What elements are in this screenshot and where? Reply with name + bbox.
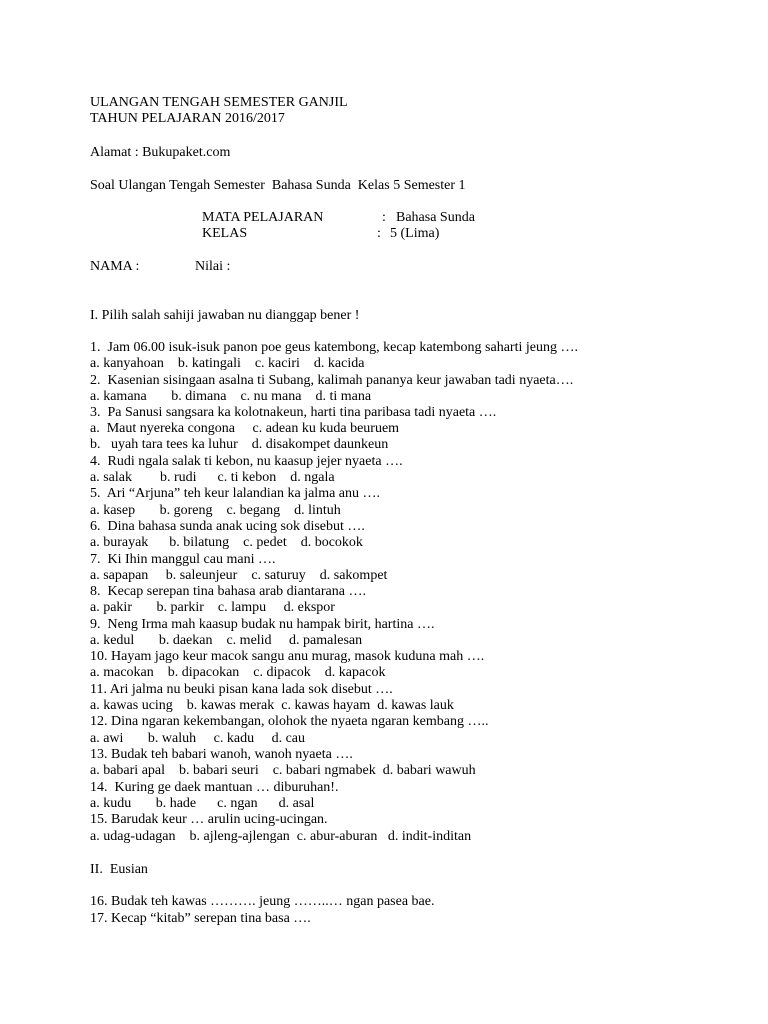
question-3-options-b: b. uyah tara tees ka luhur d. disakompet daunkeun	[90, 437, 389, 452]
question-7-options: a. sapapan b. saleunjeur c. saturuy d. sakompet	[90, 568, 388, 583]
question-15: 15. Barudak keur … arulin ucing-ucingan.	[90, 812, 328, 827]
question-14: 14. Kuring ge daek mantuan … diburuhan!.	[90, 780, 339, 795]
question-4: 4. Rudi ngala salak ti kebon, nu kaasup jejer nyaeta ….	[90, 454, 403, 469]
score-label: Nilai :	[195, 259, 231, 274]
question-11-options: a. kawas ucing b. kawas merak c. kawas hayam d. kawas lauk	[90, 698, 454, 713]
question-13-options: a. babari apal b. babari seuri c. babari ngmabek d. babari wawuh	[90, 763, 476, 778]
question-4-options: a. salak b. rudi c. ti kebon d. ngala	[90, 470, 335, 485]
class-value: 5 (Lima)	[390, 226, 440, 241]
essay-item-17: 17. Kecap “kitab” serepan tina basa ….	[90, 911, 311, 926]
name-label: NAMA :	[90, 259, 140, 274]
question-9-options: a. kedul b. daekan c. melid d. pamalesan	[90, 633, 363, 648]
section1-instruction: I. Pilih salah sahiji jawaban nu dianggap bener !	[90, 308, 360, 323]
doc-title-line1: ULANGAN TENGAH SEMESTER GANJIL	[90, 95, 348, 110]
question-2: 2. Kasenian sisingaan asalna ti Subang, kalimah pananya keur jawaban tadi nyaeta….	[90, 373, 574, 388]
subject-value: Bahasa Sunda	[396, 210, 475, 225]
question-9: 9. Neng Irma mah kaasup budak nu hampak birit, hartina ….	[90, 617, 435, 632]
doc-title-line2: TAHUN PELAJARAN 2016/2017	[90, 111, 285, 126]
subject-label: MATA PELAJARAN	[202, 210, 324, 225]
question-15-options: a. udag-udagan b. ajleng-ajlengan c. abur-aburan d. indit-inditan	[90, 829, 472, 844]
question-3-options-a: a. Maut nyereka congona c. adean ku kuda beuruem	[90, 421, 400, 436]
address-line: Alamat : Bukupaket.com	[90, 145, 231, 160]
question-6: 6. Dina bahasa sunda anak ucing sok disebut ….	[90, 519, 365, 534]
question-12-options: a. awi b. waluh c. kadu d. cau	[90, 731, 305, 746]
question-14-options: a. kudu b. hade c. ngan d. asal	[90, 796, 315, 811]
question-1: 1. Jam 06.00 isuk-isuk panon poe geus katembong, kecap katembong saharti jeung ….	[90, 340, 578, 355]
section2-heading: II. Eusian	[90, 862, 148, 877]
class-label: KELAS	[202, 226, 248, 241]
question-8-options: a. pakir b. parkir c. lampu d. ekspor	[90, 600, 335, 615]
question-11: 11. Ari jalma nu beuki pisan kana lada sok disebut ….	[90, 682, 393, 697]
question-5-options: a. kasep b. goreng c. begang d. lintuh	[90, 503, 341, 518]
question-13: 13. Budak teh babari wanoh, wanoh nyaeta ….	[90, 747, 353, 762]
essay-item-16: 16. Budak teh kawas ………. jeung ……..… ngan pasea bae.	[90, 894, 435, 909]
question-6-options: a. burayak b. bilatung c. pedet d. bocokok	[90, 535, 363, 550]
doc-subtitle: Soal Ulangan Tengah Semester Bahasa Sunda Kelas 5 Semester 1	[90, 178, 466, 193]
question-2-options: a. kamana b. dimana c. nu mana d. ti mana	[90, 389, 372, 404]
subject-separator: :	[382, 210, 386, 225]
question-1-options: a. kanyahoan b. katingali c. kaciri d. kacida	[90, 356, 365, 371]
question-5: 5. Ari “Arjuna” teh keur lalandian ka jalma anu ….	[90, 486, 381, 501]
class-separator: :	[377, 226, 381, 241]
question-10: 10. Hayam jago keur macok sangu anu murag, masok kuduna mah ….	[90, 649, 485, 664]
question-7: 7. Ki Ihin manggul cau mani ….	[90, 552, 276, 567]
question-3: 3. Pa Sanusi sangsara ka kolotnakeun, harti tina paribasa tadi nyaeta ….	[90, 405, 497, 420]
question-10-options: a. macokan b. dipacokan c. dipacok d. kapacok	[90, 665, 386, 680]
question-8: 8. Kecap serepan tina bahasa arab diantarana ….	[90, 584, 366, 599]
question-12: 12. Dina ngaran kekembangan, olohok the nyaeta ngaran kembang …..	[90, 714, 489, 729]
